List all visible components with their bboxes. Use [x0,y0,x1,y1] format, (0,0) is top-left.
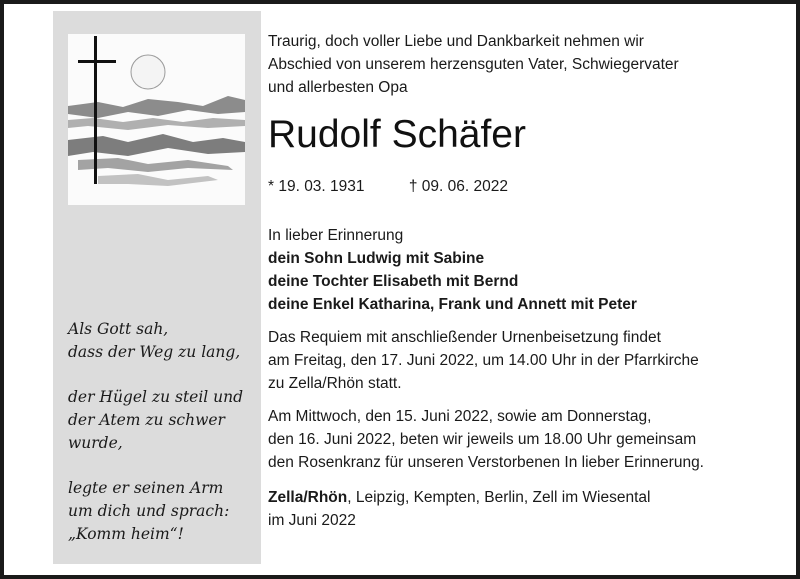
intro-line: und allerbesten Opa [268,79,408,96]
requiem-line: Das Requiem mit anschließender Urnenbeisetzung findet [268,329,661,346]
closing-place-rest: , Leipzig, Kempten, Berlin, Zell im Wiesental [347,489,651,506]
deceased-name: Rudolf Schäfer [268,113,526,156]
family-member: deine Enkel Katharina, Frank und Annett mit Peter [268,296,637,313]
family-member: dein Sohn Ludwig mit Sabine [268,250,485,267]
poem [68,318,248,568]
poem-line: dass der Weg zu lang, [68,343,241,361]
family-heading: In lieber Erinnerung [268,227,404,244]
intro-line: Traurig, doch voller Liebe und Dankbarkeit nehmen wir [268,33,644,50]
intro-line: Abschied von unserem herzensguten Vater, Schwiegervater [268,56,679,73]
rosary-line: den Rosenkranz für unseren Verstorbenen In lieber Erinnerung. [268,454,704,471]
poem-line: Als Gott sah, [68,320,169,338]
cross-landscape-icon [68,34,245,205]
closing-date: im Juni 2022 [268,512,356,529]
poem-line: um dich und sprach: [68,502,230,520]
poem-stanza-1 [68,318,248,364]
poem-line: der Hügel zu steil und [68,388,244,406]
poem-line: wurde, [68,434,123,452]
family-block [268,224,788,316]
intro-text [268,30,788,99]
closing-place-bold: Zella/Rhön [268,489,348,506]
requiem-line: am Freitag, den 17. Juni 2022, um 14.00 Uhr in der Pfarrkirche [268,352,699,369]
poem-line: „Komm heim“! [68,525,184,543]
poem-stanza-3 [68,477,248,546]
poem-line: der Atem zu schwer [68,411,225,429]
family-member: deine Tochter Elisabeth mit Bernd [268,273,519,290]
life-dates [268,175,788,198]
requiem-line: zu Zella/Rhön statt. [268,375,402,392]
rosary-line: den 16. Juni 2022, beten wir jeweils um 18.00 Uhr gemeinsam [268,431,697,448]
closing-block [268,486,788,532]
birth-date: * 19. 03. 1931 [268,178,365,195]
rosary-notice [268,405,788,474]
requiem-notice [268,326,788,395]
poem-line: legte er seinen Arm [68,479,224,497]
memorial-illustration [68,34,245,205]
closing-places [268,486,788,509]
death-date: † 09. 06. 2022 [408,178,508,195]
rosary-line: Am Mittwoch, den 15. Juni 2022, sowie am Donnerstag, [268,408,652,425]
obituary-content [268,30,788,532]
poem-stanza-2 [68,386,248,455]
